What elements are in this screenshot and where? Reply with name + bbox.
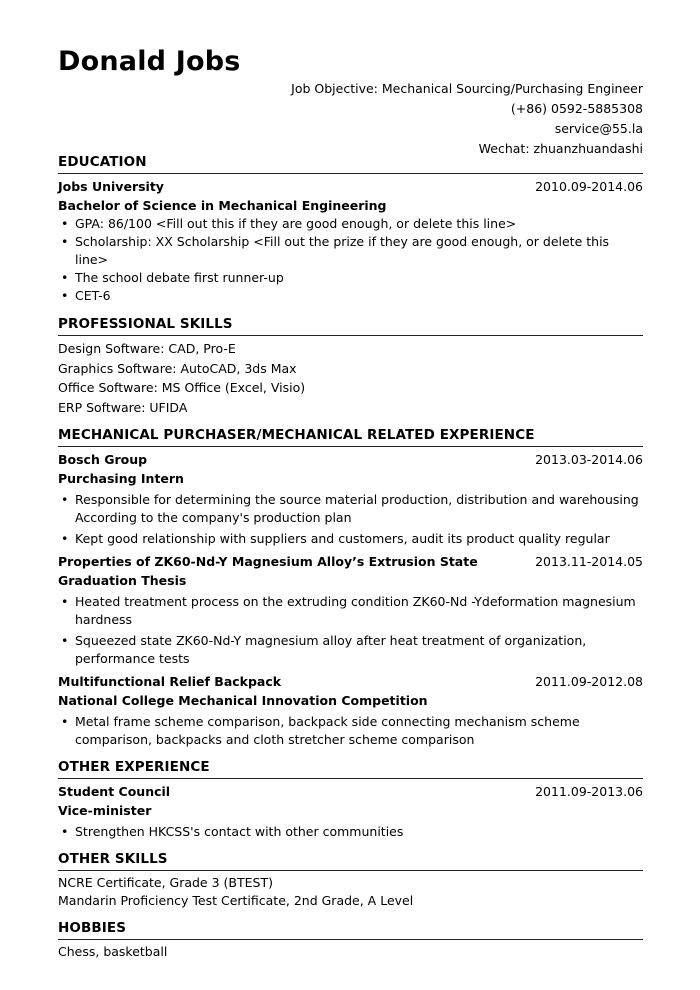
list-item: • Strengthen HKCSS's contact with other communities [61, 824, 404, 839]
section-title-other-skills: OTHER SKILLS [58, 850, 643, 871]
other-experience-section [58, 758, 643, 841]
experience-entry-header [58, 552, 643, 571]
contact-block [291, 79, 643, 159]
section-title-hobbies: HOBBIES [58, 919, 643, 940]
experience-entry [58, 552, 643, 668]
other-experience-org: Student Council [58, 784, 171, 799]
bullet-dot: • [61, 216, 69, 231]
other-skill-line: NCRE Certificate, Grade 3 (BTEST) [58, 875, 273, 890]
candidate-name: Donald Jobs [58, 46, 241, 77]
section-title-education: EDUCATION [58, 153, 643, 174]
education-bullets [58, 215, 643, 305]
experience-entry-header [58, 672, 643, 691]
experience-entry [58, 672, 643, 749]
experience-org: Properties of ZK60-Nd-Y Magnesium Alloy’s Extrusion State [58, 554, 478, 569]
experience-role: Graduation Thesis [58, 573, 187, 588]
list-item: • CET-6 [61, 288, 111, 303]
list-item: • Heated treatment process on the extruding condition ZK60-Nd -Ydeformation magnesium hardness [61, 594, 636, 627]
experience-org: Multifunctional Relief Backpack [58, 674, 282, 689]
experience-dates: 2011.09-2012.08 [535, 674, 643, 689]
bullet-dot: • [61, 633, 69, 648]
resume-body [58, 153, 643, 961]
section-title-skills: PROFESSIONAL SKILLS [58, 315, 643, 336]
experience-section [58, 426, 643, 749]
bullet-dot: • [61, 234, 69, 249]
experience-role: National College Mechanical Innovation Competition [58, 693, 428, 708]
other-skills-section [58, 850, 643, 910]
bullet-dot: • [61, 824, 69, 839]
experience-role: Purchasing Intern [58, 471, 184, 486]
bullet-dot: • [61, 714, 69, 729]
bullet-dot: • [61, 492, 69, 507]
list-item: • The school debate first runner-up [61, 270, 284, 285]
education-entry-header [58, 177, 643, 196]
hobbies-text: Chess, basketball [58, 944, 168, 959]
skill-line: Graphics Software: AutoCAD, 3ds Max [58, 360, 297, 376]
experience-bullets [58, 713, 643, 749]
section-title-experience: MECHANICAL PURCHASER/MECHANICAL RELATED EXPERIENCE [58, 426, 643, 447]
list-item: • GPA: 86/100 <Fill out this if they are good enough, or delete this line> [61, 216, 517, 231]
list-item: • Squeezed state ZK60-Nd-Y magnesium alloy after heat treatment of organization, performance tests [61, 633, 587, 666]
skills-section [58, 315, 643, 417]
section-title-other-experience: OTHER EXPERIENCE [58, 758, 643, 779]
other-experience-bullets [58, 823, 643, 841]
degree: Bachelor of Science in Mechanical Engineering [58, 198, 387, 213]
job-objective: Job Objective: Mechanical Sourcing/Purchasing Engineer [291, 81, 643, 96]
bullet-dot: • [61, 594, 69, 609]
education-section [58, 153, 643, 305]
education-dates: 2010.09-2014.06 [535, 179, 643, 194]
experience-entry-header [58, 450, 643, 469]
other-skill-line: Mandarin Proficiency Test Certificate, 2nd Grade, A Level [58, 893, 414, 908]
skill-line: Office Software: MS Office (Excel, Visio) [58, 380, 306, 395]
list-item: • Responsible for determining the source material production, distribution and warehousing According to the company's production plan [61, 492, 639, 525]
other-experience-header [58, 782, 643, 801]
bullet-dot: • [61, 288, 69, 303]
bullet-dot: • [61, 270, 69, 285]
list-item: • Scholarship: XX Scholarship <Fill out the prize if they are good enough, or delete this line> [61, 234, 610, 267]
other-experience-role: Vice-minister [58, 803, 152, 818]
skill-line: ERP Software: UFIDA [58, 399, 188, 415]
list-item: • Kept good relationship with suppliers and customers, audit its product quality regular [61, 531, 610, 546]
experience-bullets [58, 593, 643, 668]
hobbies-section [58, 919, 643, 961]
email-address: service@55.la [554, 121, 643, 136]
experience-dates: 2013.03-2014.06 [535, 452, 643, 467]
bullet-dot: • [61, 531, 69, 546]
wechat-id: Wechat: zhuanzhuandashi [478, 141, 643, 156]
experience-org: Bosch Group [58, 452, 148, 467]
phone-number: (+86) 0592-5885308 [510, 101, 643, 116]
school-name: Jobs University [58, 179, 164, 194]
skill-line: Design Software: CAD, Pro-E [58, 341, 236, 356]
other-experience-dates: 2011.09-2013.06 [535, 784, 643, 799]
list-item: • Metal frame scheme comparison, backpack side connecting mechanism scheme comparison, backpacks and cloth stretcher scheme comparison [61, 714, 580, 747]
experience-dates: 2013.11-2014.05 [535, 554, 643, 569]
experience-bullets [58, 491, 643, 548]
experience-entry [58, 450, 643, 548]
